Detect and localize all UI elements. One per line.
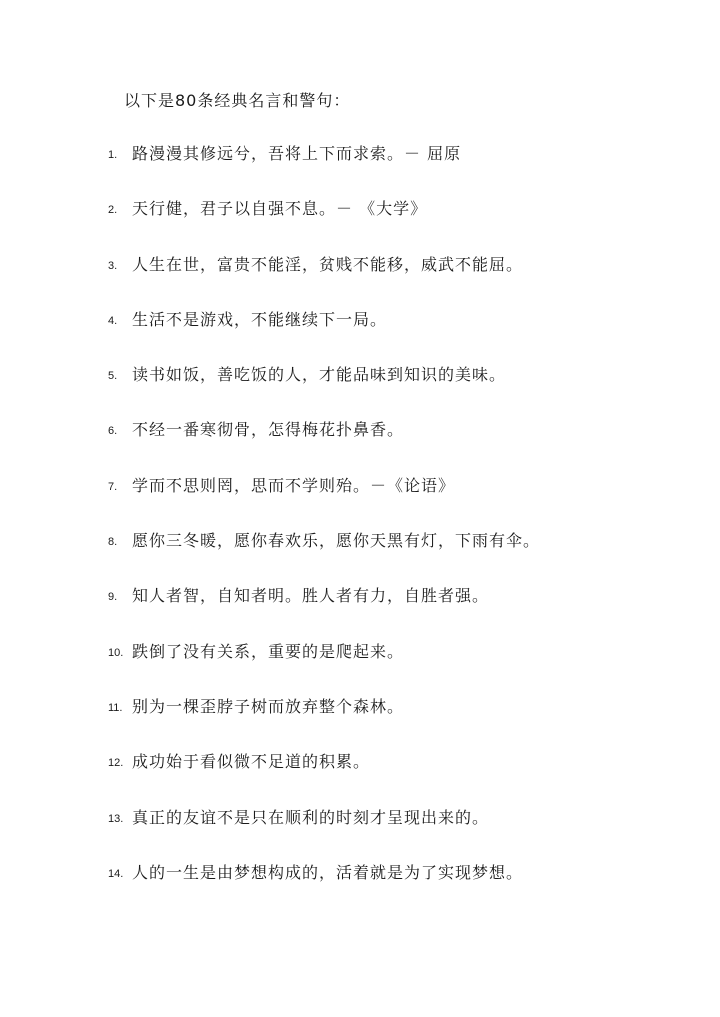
- list-number: 2.: [108, 204, 118, 217]
- list-number: 3.: [108, 259, 118, 272]
- list-item: [108, 251, 540, 306]
- quote-text: 愿你三冬暖，愿你春欢乐，愿你天黑有灯，下雨有伞。: [132, 531, 541, 551]
- list-number: 9.: [108, 591, 118, 604]
- list-number: 5.: [108, 370, 118, 383]
- quote-text: 学而不思则罔，思而不学则殆。－《论语》: [132, 475, 456, 495]
- list-item: [108, 693, 540, 748]
- list-number: 13.: [108, 812, 124, 825]
- list-item: [108, 804, 540, 859]
- list-item: [108, 361, 540, 416]
- quote-list: [108, 140, 540, 914]
- list-number: 10.: [108, 646, 124, 659]
- quote-text: 人的一生是由梦想构成的，活着就是为了实现梦想。: [132, 862, 524, 882]
- list-number: 6.: [108, 425, 118, 438]
- quote-text: 人生在世，富贵不能淫，贫贱不能移，威武不能屈。: [132, 254, 524, 274]
- quote-text: 成功始于看似微不足道的积累。: [132, 752, 371, 772]
- quote-text: 读书如饭，善吃饭的人，才能品味到知识的美味。: [132, 365, 507, 385]
- quote-text: 别为一棵歪脖子树而放弃整个森林。: [132, 696, 405, 716]
- list-item: [108, 638, 540, 693]
- list-number: 11.: [108, 701, 123, 714]
- quote-text: 跌倒了没有关系，重要的是爬起来。: [132, 641, 405, 661]
- quote-text: 天行健，君子以自强不息。－ 《大学》: [132, 199, 428, 219]
- list-number: 8.: [108, 536, 118, 549]
- quote-text: 真正的友谊不是只在顺利的时刻才呈现出来的。: [132, 807, 490, 827]
- list-item: [108, 195, 540, 250]
- list-item: [108, 748, 540, 803]
- intro-text: 以下是80条经典名言和警句：: [124, 91, 351, 110]
- list-item: [108, 140, 540, 195]
- list-item: [108, 306, 540, 361]
- quote-text: 知人者智，自知者明。胜人者有力，自胜者强。: [132, 586, 490, 606]
- quote-text: 不经一番寒彻骨，怎得梅花扑鼻香。: [132, 420, 405, 440]
- list-item: [108, 416, 540, 471]
- list-number: 4.: [108, 314, 118, 327]
- list-number: 7.: [108, 480, 118, 493]
- list-item: [108, 527, 540, 582]
- quote-text: 路漫漫其修远兮，吾将上下而求索。－ 屈原: [132, 144, 462, 163]
- list-number: 1.: [108, 149, 118, 161]
- list-number: 12.: [108, 757, 124, 770]
- list-item: [108, 472, 540, 527]
- list-item: [108, 859, 540, 914]
- list-item: [108, 582, 540, 637]
- list-number: 14.: [108, 867, 124, 880]
- quote-text: 生活不是游戏，不能继续下一局。: [132, 309, 388, 329]
